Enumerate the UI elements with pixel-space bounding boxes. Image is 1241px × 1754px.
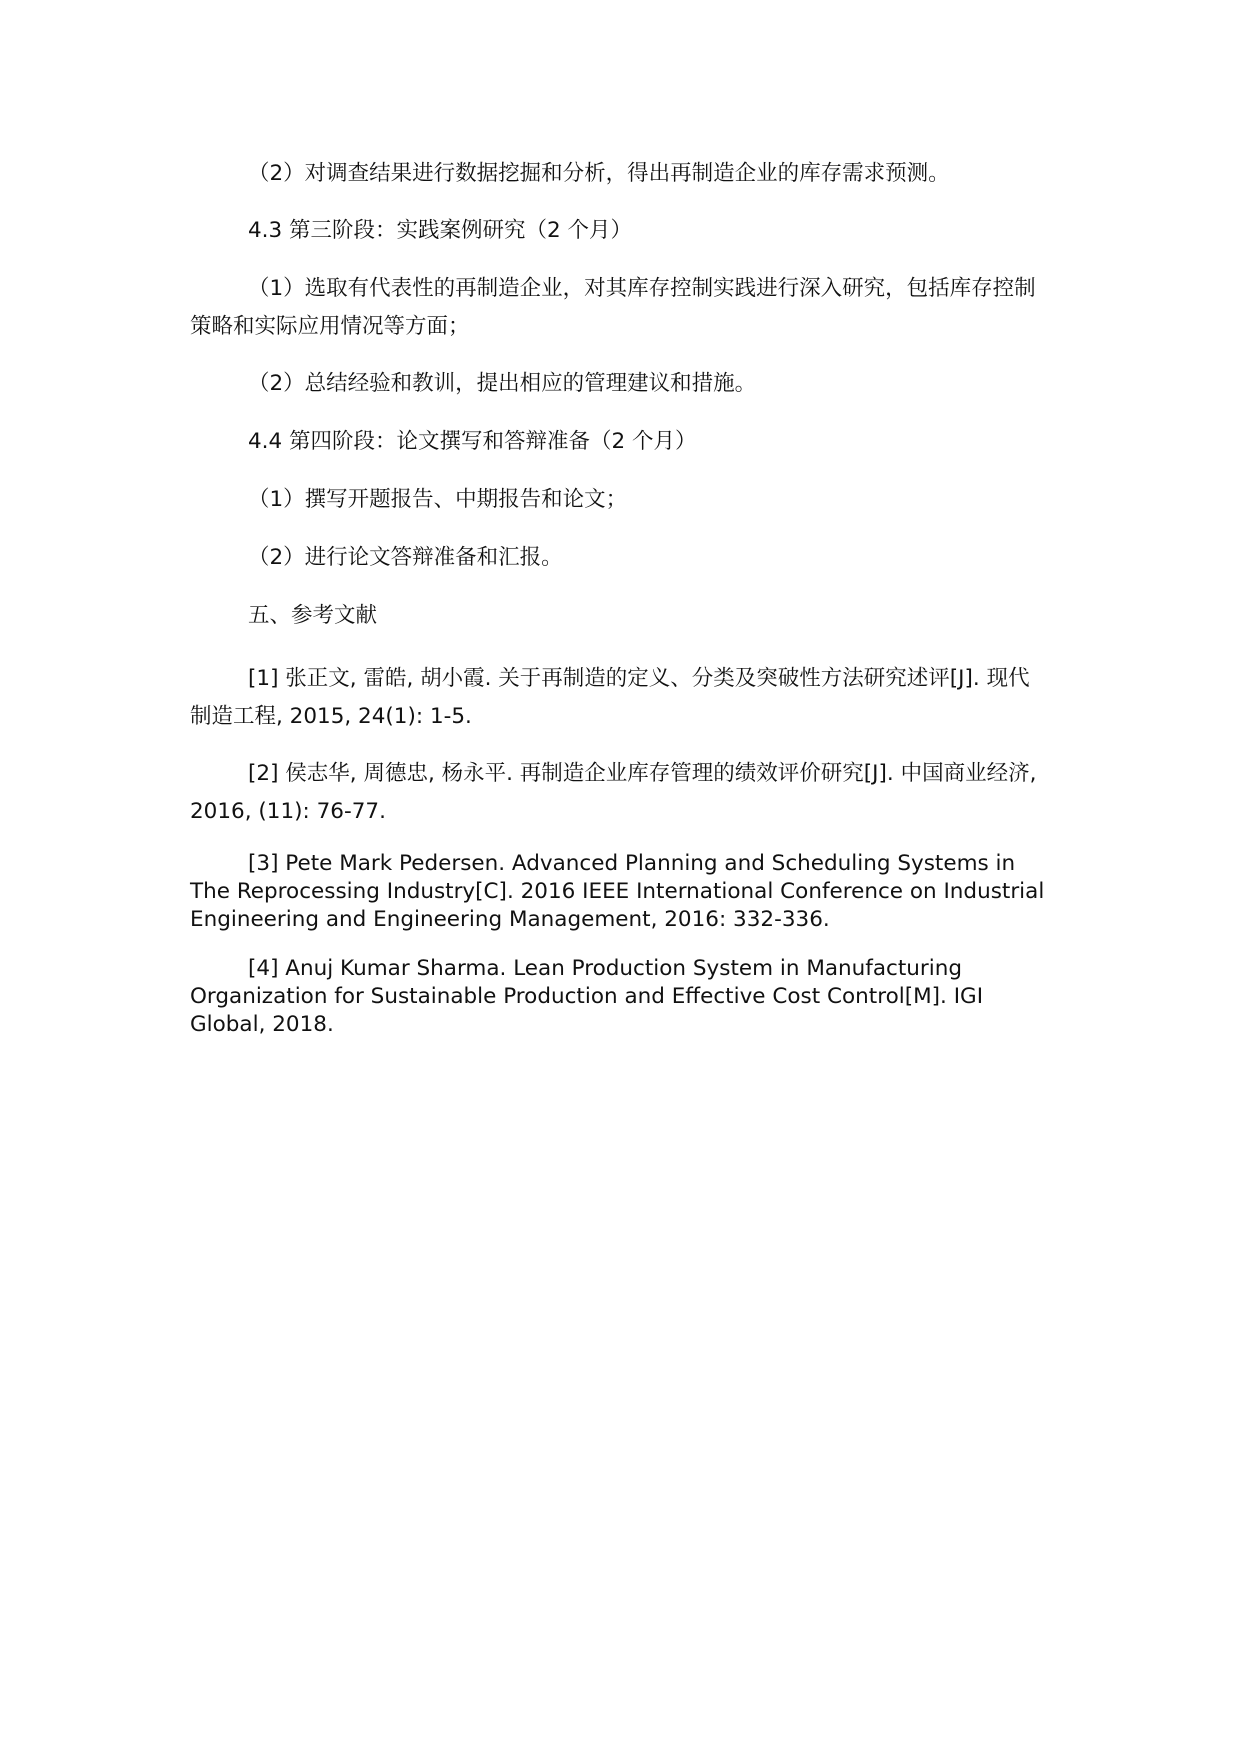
heading-references: 五、参考文献 xyxy=(248,603,378,628)
paragraph-step-1-write-reports: （1）撰写开题报告、中期报告和论文； xyxy=(248,487,628,512)
paragraph-step-2-summarize: （2）总结经验和教训，提出相应的管理建议和措施。 xyxy=(248,371,757,396)
reference-item-1: [1] 张正文, 雷皓, 胡小霞. 关于再制造的定义、分类及突破性方法研究述评[J]. 现代制造工程, 2015, 24(1): 1-5. xyxy=(190,666,1030,729)
paragraph-step-1-select-enterprises: （1）选取有代表性的再制造企业，对其库存控制实践进行深入研究，包括库存控制策略和实际应用情况等方面； xyxy=(190,276,1036,339)
reference-item-3: [3] Pete Mark Pedersen. Advanced Planning and Scheduling Systems in The Reprocessing Industry[C]. 2016 IEEE International Conference on Industrial Engineering and Engineering Management, 2016: 332-336. xyxy=(190,851,1045,932)
heading-4-4-thesis-writing: 4.4 第四阶段：论文撰写和答辩准备（2 个月） xyxy=(248,429,697,454)
reference-item-4: [4] Anuj Kumar Sharma. Lean Production System in Manufacturing Organization for Sustainable Production and Effective Cost Control[M]. IGI Global, 2018. xyxy=(190,956,984,1037)
heading-4-3-case-study: 4.3 第三阶段：实践案例研究（2 个月） xyxy=(248,218,633,243)
reference-item-2: [2] 侯志华, 周德忠, 杨永平. 再制造企业库存管理的绩效评价研究[J]. 中国商业经济, 2016, (11): 76-77. xyxy=(190,761,1037,824)
paragraph-step-2-data-mining: （2）对调查结果进行数据挖掘和分析，得出再制造企业的库存需求预测。 xyxy=(248,161,950,186)
paragraph-step-2-defense: （2）进行论文答辩准备和汇报。 xyxy=(248,545,563,570)
